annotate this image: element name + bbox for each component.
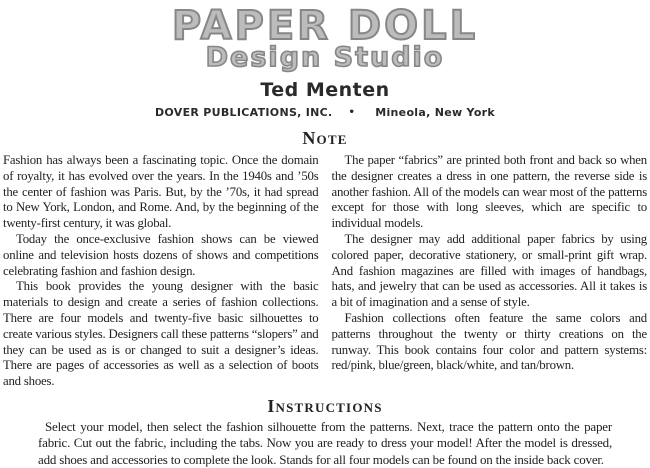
bullet-separator: • (348, 107, 356, 118)
note-heading: Note (302, 128, 348, 148)
title-block (0, 3, 650, 119)
publisher-name: DOVER PUBLICATIONS, INC. (154, 106, 333, 119)
logo-subtitle: Design Studio (205, 42, 445, 73)
note-paragraph: Fashion has always been a fascinating topic. Once the domain of royalty, it has evolved over the years. In the 1940s and ’50s the center of fashion was Paris. But, by the ’70s, it had spread to New York, London, and Rome. And, by the beginning of the twenty-first century, it was global. (3, 153, 319, 231)
note-right-column (332, 153, 648, 390)
publisher-location: Mineola, New York (375, 106, 496, 119)
logo (0, 3, 650, 73)
author-name: Ted Menten (260, 79, 390, 101)
note-columns (0, 153, 650, 390)
note-paragraph: This book provides the young designer with the basic materials to design and create a series of fashion collections. There are four models and twenty-five basic silhouettes to create various styles. Designers call these patterns “slopers” and they can be used as is or changed to suit a designer’s ideas. There are pages of accessories as well as a selection of boots and shoes. (3, 279, 319, 389)
instructions-heading: Instructions (267, 395, 383, 416)
note-paragraph: Today the once-exclusive fashion shows can be viewed online and television hosts dozens of shows and competitions celebrating fashion and fashion design. (3, 231, 319, 278)
note-paragraph: The paper “fabrics” are printed both front and back so when the designer creates a dress in one pattern, the reverse side is another fashion. All of the models can wear most of the patterns except for those with long sleeves, which are specific to individual models. (331, 153, 647, 231)
instructions-text: Select your model, then select the fashion silhouette from the patterns. Next, trace the pattern onto the paper fabric. Cut out the fabric, including the tabs. Now you are ready to dress your model! After the model is dressed, add shoes and accessories to complete the look. Stands for all four models can be found on the inside back cover. (38, 418, 612, 467)
publisher-line (0, 107, 650, 118)
note-paragraph: The designer may add additional paper fabrics by using colored paper, decorative stationery, or small-print gift wrap. And fashion magazines are filled with images of handbags, hats, and jewelry that can be used as accessories. All it takes is a bit of imagination and a sense of style. (331, 231, 647, 310)
note-paragraph: Fashion collections often feature the same colors and patterns throughout the twenty or thirty creations on the runway. This book contains four color and pattern systems: red/pink, blue/green, black/white, and tan/brown. (331, 310, 647, 373)
note-left-column (3, 153, 319, 390)
logo-title: PAPER DOLL (171, 3, 479, 49)
